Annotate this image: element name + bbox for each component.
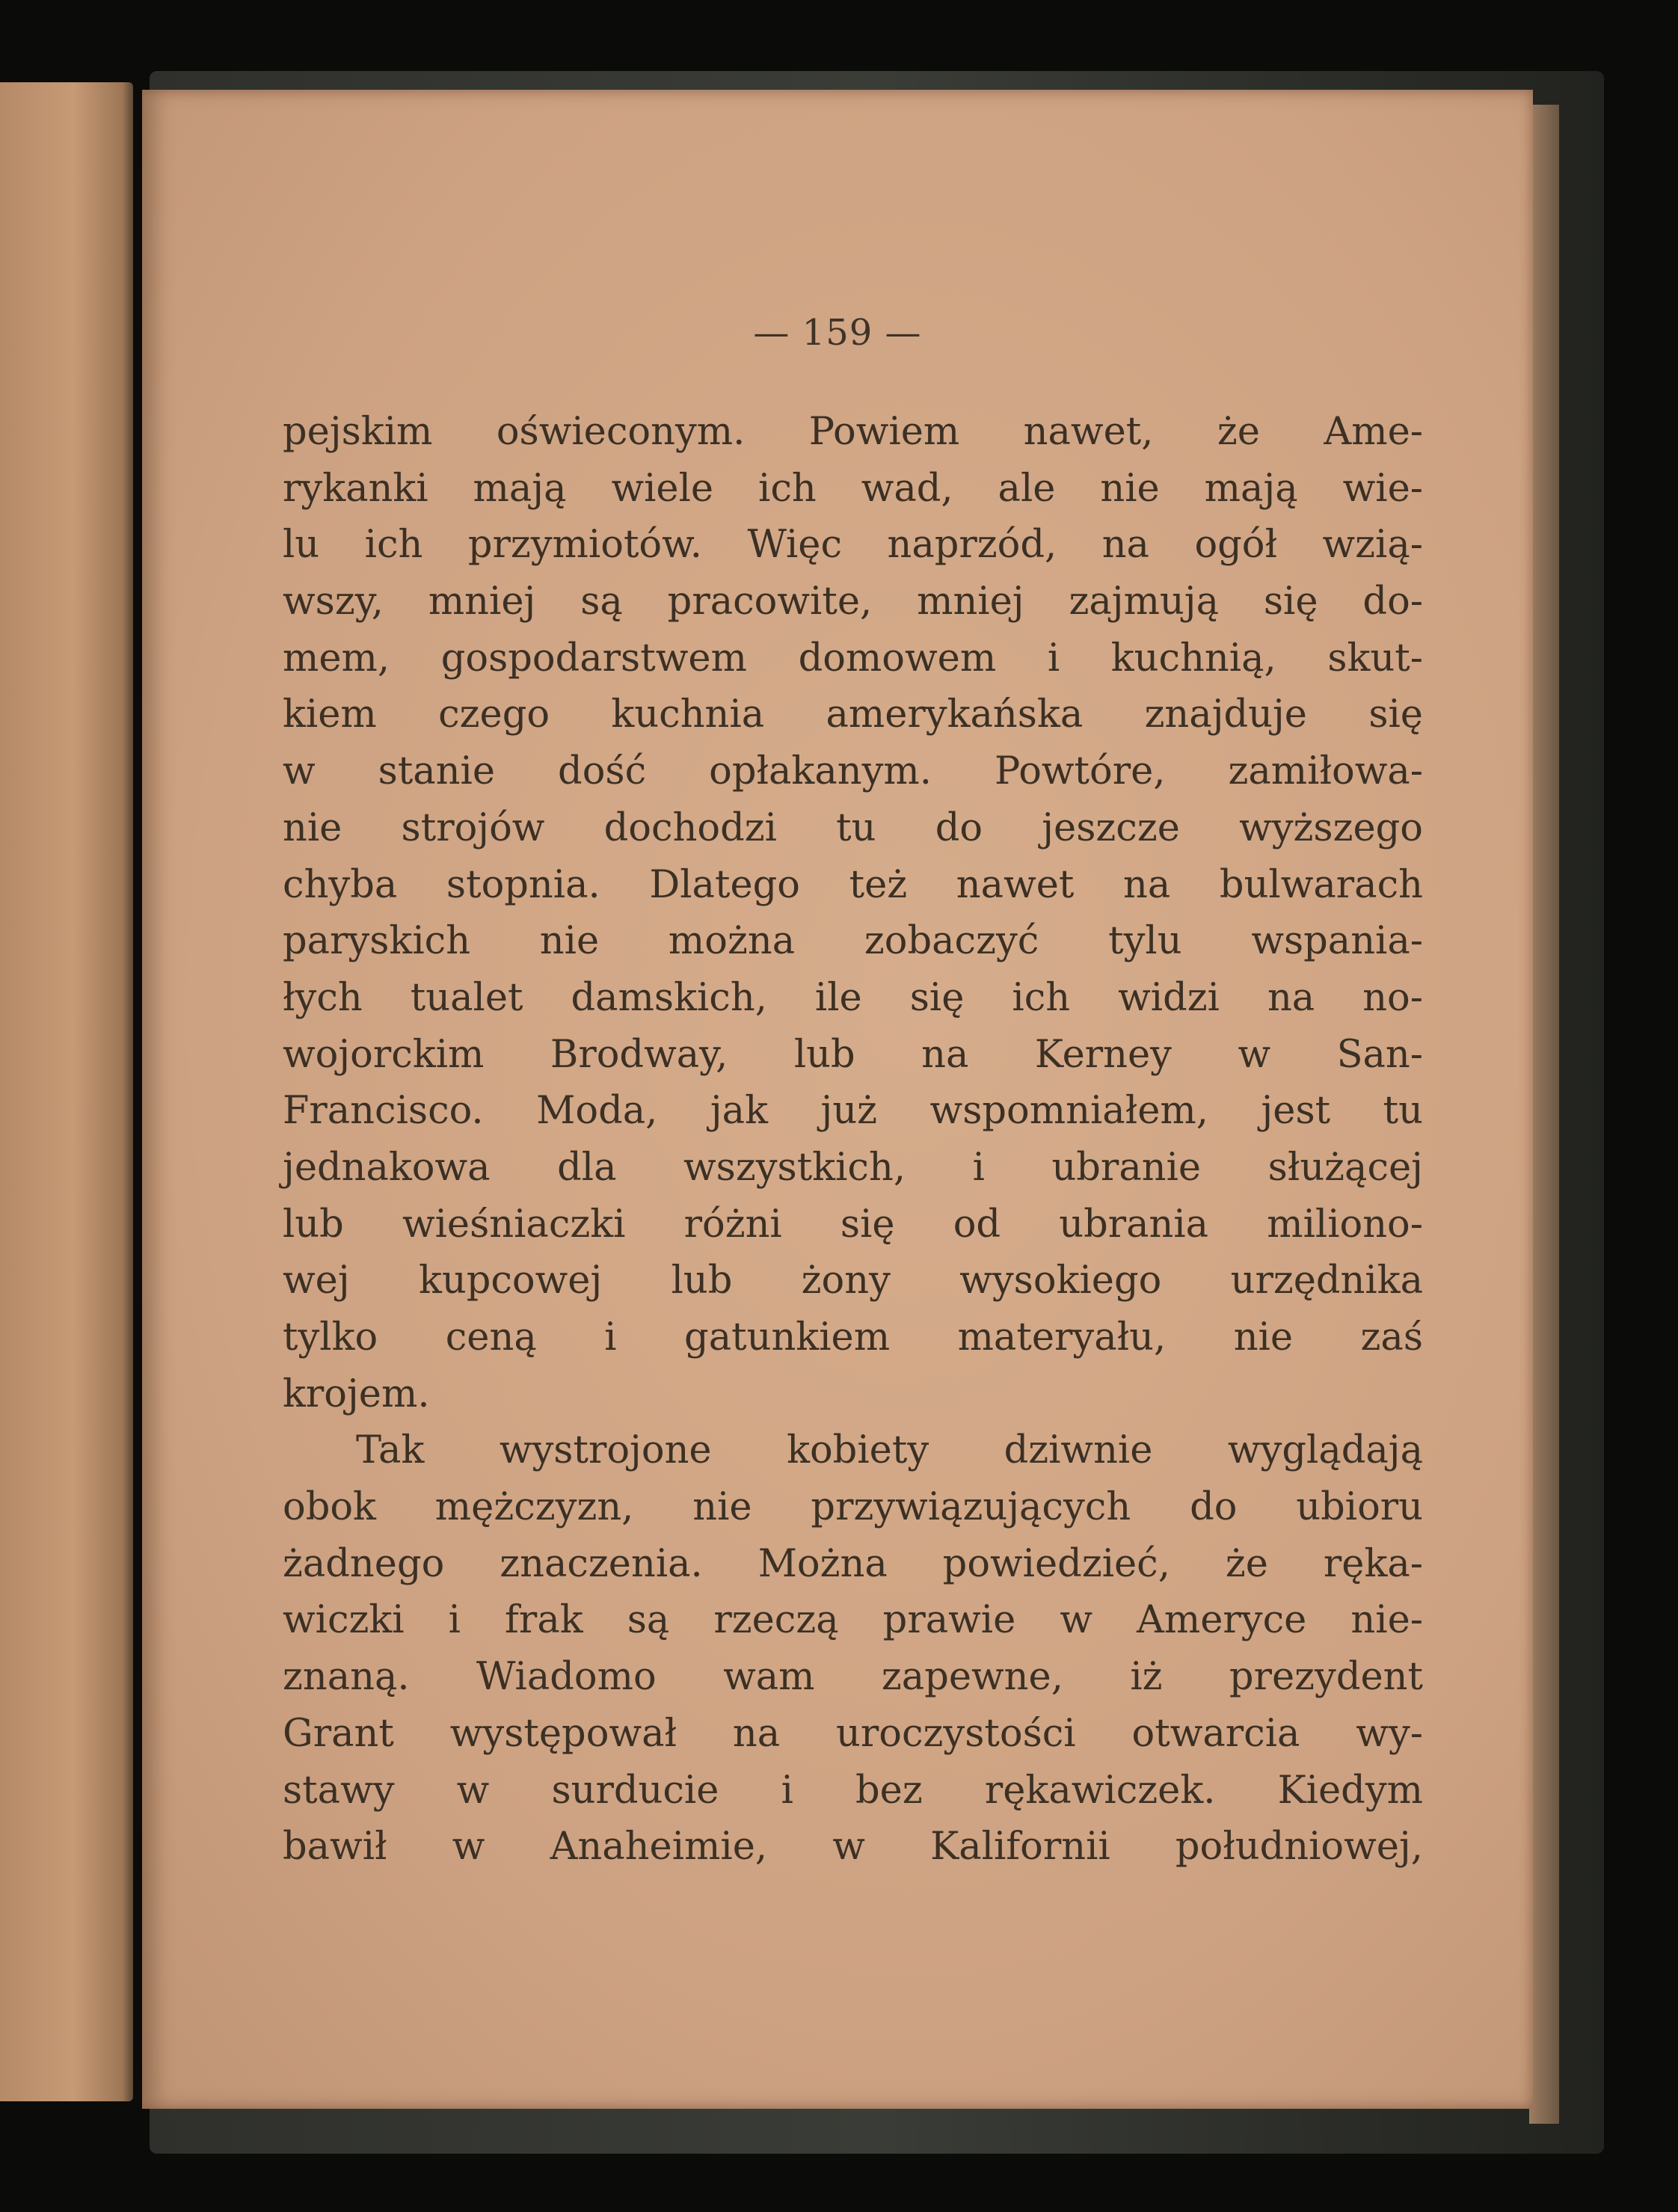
text-line: nie strojów dochodzi tu do jeszcze wyższego (283, 805, 1423, 850)
page-number: — 159 — (753, 312, 922, 354)
text-line: krojem. (283, 1371, 430, 1416)
book-page (142, 90, 1533, 2109)
text-line: znaną. Wiadomo wam zapewne, iż prezydent (283, 1655, 1423, 1700)
text-line: łych tualet damskich, ile się ich widzi na no- (283, 975, 1423, 1020)
text-line: w stanie dość opłakanym. Powtóre, zamiłowa- (283, 749, 1423, 794)
text-line: wojorckim Brodway, lub na Kerney w San- (283, 1032, 1423, 1077)
text-line: lub wieśniaczki różni się od ubrania miliono- (283, 1202, 1423, 1247)
text-line: wszy, mniej są pracowite, mniej zajmują się do- (283, 580, 1423, 624)
text-line: paryskich nie można zobaczyć tylu wspania- (283, 919, 1423, 964)
text-line: Tak wystrojone kobiety dziwnie wyglądają (356, 1428, 1423, 1473)
text-line: tylko ceną i gatunkiem materyału, nie zaś (283, 1315, 1423, 1360)
text-line: chyba stopnia. Dlatego też nawet na bulwarach (283, 862, 1423, 907)
text-line: stawy w surducie i bez rękawiczek. Kiedym (283, 1768, 1423, 1813)
text-line: lu ich przymiotów. Więc naprzód, na ogół wzią- (283, 523, 1423, 568)
text-line: kiem czego kuchnia amerykańska znajduje się (283, 692, 1423, 737)
text-line: rykanki mają wiele ich wad, ale nie mają wie- (283, 466, 1423, 511)
text-line: mem, gospodarstwem domowem i kuchnią, skut- (283, 636, 1423, 681)
text-line: pejskim oświeconym. Powiem nawet, że Ame- (283, 410, 1423, 454)
text-line: bawił w Anaheimie, w Kalifornii południowej, (283, 1825, 1423, 1870)
text-line: żadnego znaczenia. Można powiedzieć, że ręka- (283, 1541, 1423, 1586)
text-line: wej kupcowej lub żony wysokiego urzędnika (283, 1259, 1423, 1303)
text-line: obok mężczyzn, nie przywiązujących do ubioru (283, 1485, 1423, 1530)
text-line: jednakowa dla wszystkich, i ubranie służącej (283, 1145, 1423, 1190)
page-body-text (283, 404, 1423, 1875)
text-line: Francisco. Moda, jak już wspomniałem, jest tu (283, 1089, 1423, 1134)
text-line: wiczki i frak są rzeczą prawie w Ameryce nie- (283, 1598, 1423, 1643)
text-line: Grant występował na uroczystości otwarcia wy- (283, 1711, 1423, 1756)
left-page-edge (0, 82, 133, 2101)
page-stack-edge (1529, 105, 1559, 2124)
